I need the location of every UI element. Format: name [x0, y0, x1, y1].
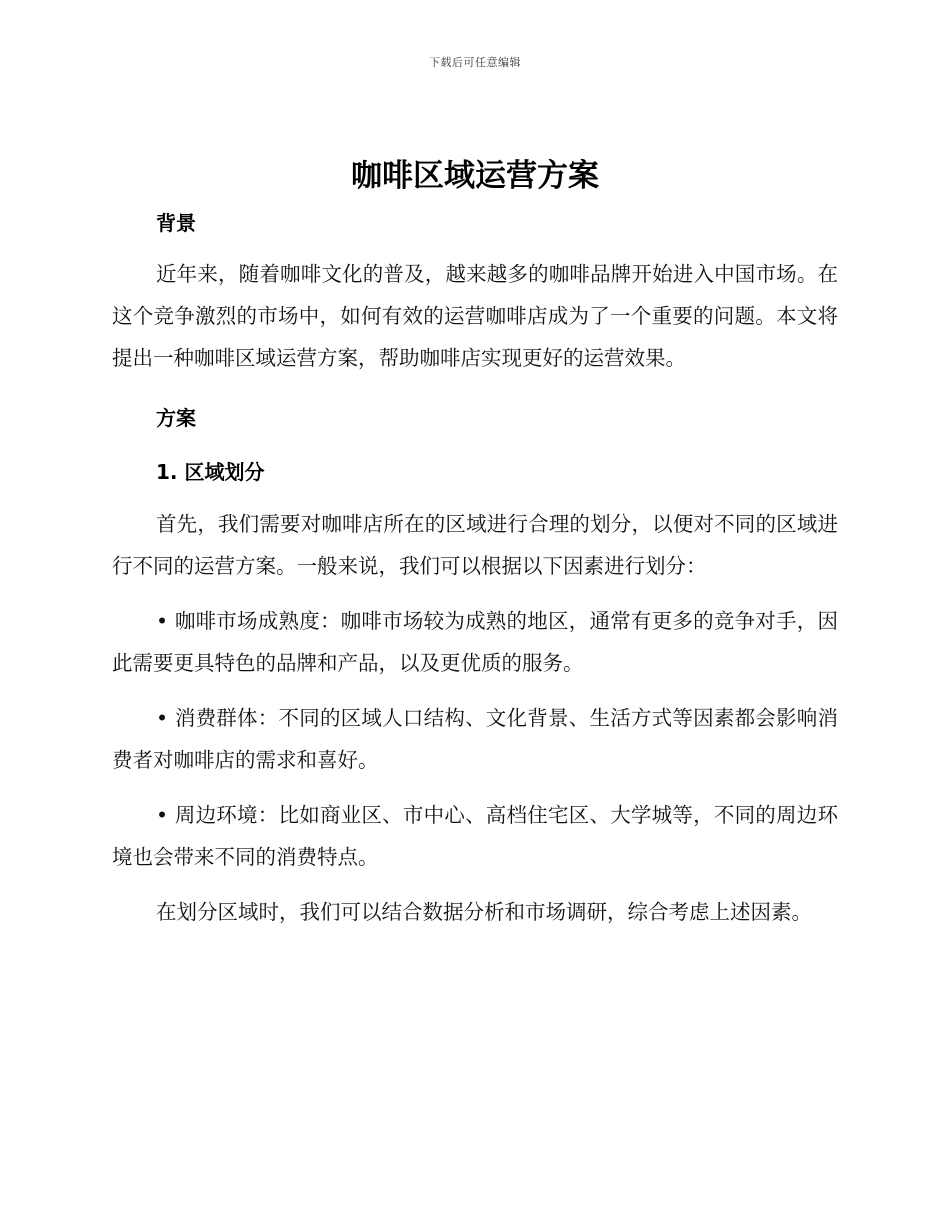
bullet-surroundings: • 周边环境：比如商业区、市中心、高档住宅区、大学城等，不同的周边环境也会带来不同的消费特点。 [112, 803, 838, 869]
subsection-heading-region-division: 1. 区域划分 [156, 460, 265, 484]
page-header-note: 下载后可任意编辑 [429, 56, 521, 69]
section-heading-background: 背景 [156, 211, 196, 235]
paragraph-region-conclusion: 在划分区域时，我们可以结合数据分析和市场调研，综合考虑上述因素。 [156, 900, 812, 924]
document-title: 咖啡区域运营方案 [351, 158, 599, 194]
paragraph-background: 近年来，随着咖啡文化的普及，越来越多的咖啡品牌开始进入中国市场。在这个竞争激烈的市场中，如何有效的运营咖啡店成为了一个重要的问题。本文将提出一种咖啡区域运营方案，帮助咖啡店实现更好的运营效果。 [112, 262, 838, 370]
paragraph-region-intro: 首先，我们需要对咖啡店所在的区域进行合理的划分，以便对不同的区域进行不同的运营方案。一般来说，我们可以根据以下因素进行划分： [112, 512, 838, 578]
bullet-market-maturity: • 咖啡市场成熟度：咖啡市场较为成熟的地区，通常有更多的竞争对手，因此需要更具特色的品牌和产品，以及更优质的服务。 [112, 609, 838, 675]
section-heading-plan: 方案 [156, 406, 196, 430]
bullet-consumer-group: • 消费群体：不同的区域人口结构、文化背景、生活方式等因素都会影响消费者对咖啡店的需求和喜好。 [112, 706, 838, 772]
